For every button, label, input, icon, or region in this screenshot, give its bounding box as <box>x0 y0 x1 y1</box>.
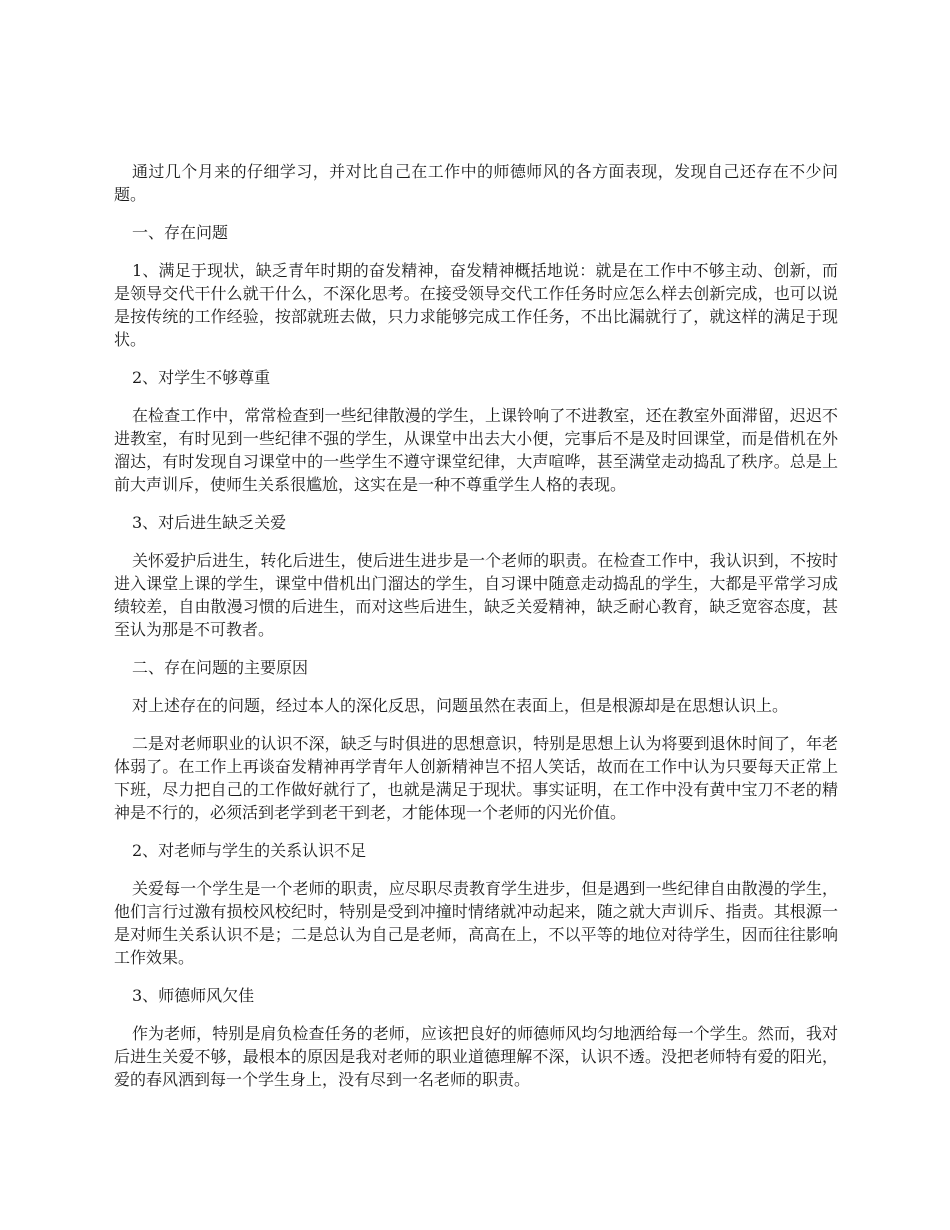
heading-existing-problems: 一、存在问题 <box>132 223 229 242</box>
heading-teacher-student-relation: 2、对老师与学生的关系认识不足 <box>132 841 367 860</box>
heading-respect-students: 2、对学生不够尊重 <box>132 368 271 387</box>
heading-care-underachievers: 3、对后进生缺乏关爱 <box>132 513 287 532</box>
paragraph-career-understanding: 二是对老师职业的认识不深，缺乏与时俱进的思想意识，特别是思想上认为将要到退休时间了，年老体弱了。在工作上再谈奋发精神再学青年人创新精神岂不招人笑话，故而在工作中认为只要每天正常上下班，尽力把自己的工作做好就行了，也就是满足于现状。事实证明，在工作中没有黄中宝刀不老的精神是不行的，必须活到老学到老干到老，才能体现一个老师的闪光价值。 <box>114 734 838 822</box>
paragraph-ethics: 作为老师，特别是肩负检查任务的老师，应该把良好的师德师风均匀地洒给每一个学生。然而，我对后进生关爱不够，最根本的原因是我对老师的职业道德理解不深，认识不透。没把老师特有爱的阳光，爱的春风洒到每一个学生身上，没有尽到一名老师的职责。 <box>114 1024 838 1089</box>
paragraph-underachievers: 关怀爱护后进生，转化后进生，使后进生进步是一个老师的职责。在检查工作中，我认识到，不按时进入课堂上课的学生，课堂中借机出门溜达的学生，自习课中随意走动捣乱的学生，大都是平常学习成绩较差，自由散漫习惯的后进生，而对这些后进生，缺乏关爱精神，缺乏耐心教育，缺乏宽容态度，甚至认为那是不可教者。 <box>114 551 838 639</box>
heading-main-causes: 二、存在问题的主要原因 <box>132 658 309 677</box>
paragraph-complacency: 1、满足于现状，缺乏青年时期的奋发精神，奋发精神概括地说：就是在工作中不够主动、创新，而是领导交代干什么就干什么，不深化思考。在接受领导交代工作任务时应怎么样去创新完成，也可以说是按传统的工作经验，按部就班去做，只力求能够完成工作任务，不出比漏就行了，就这样的满足于现状。 <box>114 261 838 349</box>
paragraph-inspection: 在检查工作中，常常检查到一些纪律散漫的学生，上课铃响了不进教室，还在教室外面滞留，迟迟不进教室，有时见到一些纪律不强的学生，从课堂中出去大小便，完事后不是及时回课堂，而是借机在外溜达，有时发现自习课堂中的一些学生不遵守课堂纪律，大声喧哗，甚至满堂走动捣乱了秩序。总是上前大声训斥，使师生关系很尴尬，这实在是一种不尊重学生人格的表现。 <box>114 406 838 494</box>
document-body <box>114 160 838 1106</box>
paragraph-intro: 通过几个月来的仔细学习，并对比自己在工作中的师德师风的各方面表现，发现自己还存在不少问题。 <box>114 162 838 204</box>
heading-ethics: 3、师德师风欠佳 <box>132 986 255 1005</box>
paragraph-relation: 关爱每一个学生是一个老师的职责，应尽职尽责教育学生进步，但是遇到一些纪律自由散漫的学生，他们言行过激有损校风校纪时，特别是受到冲撞时情绪就冲动起来，随之就大声训斥、指责。其根源一是对师生关系认识不是；二是总认为自己是老师，高高在上，不以平等的地位对待学生，因而往往影响工作效果。 <box>114 879 838 967</box>
paragraph-root-cause: 对上述存在的问题，经过本人的深化反思，问题虽然在表面上，但是根源却是在思想认识上。 <box>132 696 789 715</box>
